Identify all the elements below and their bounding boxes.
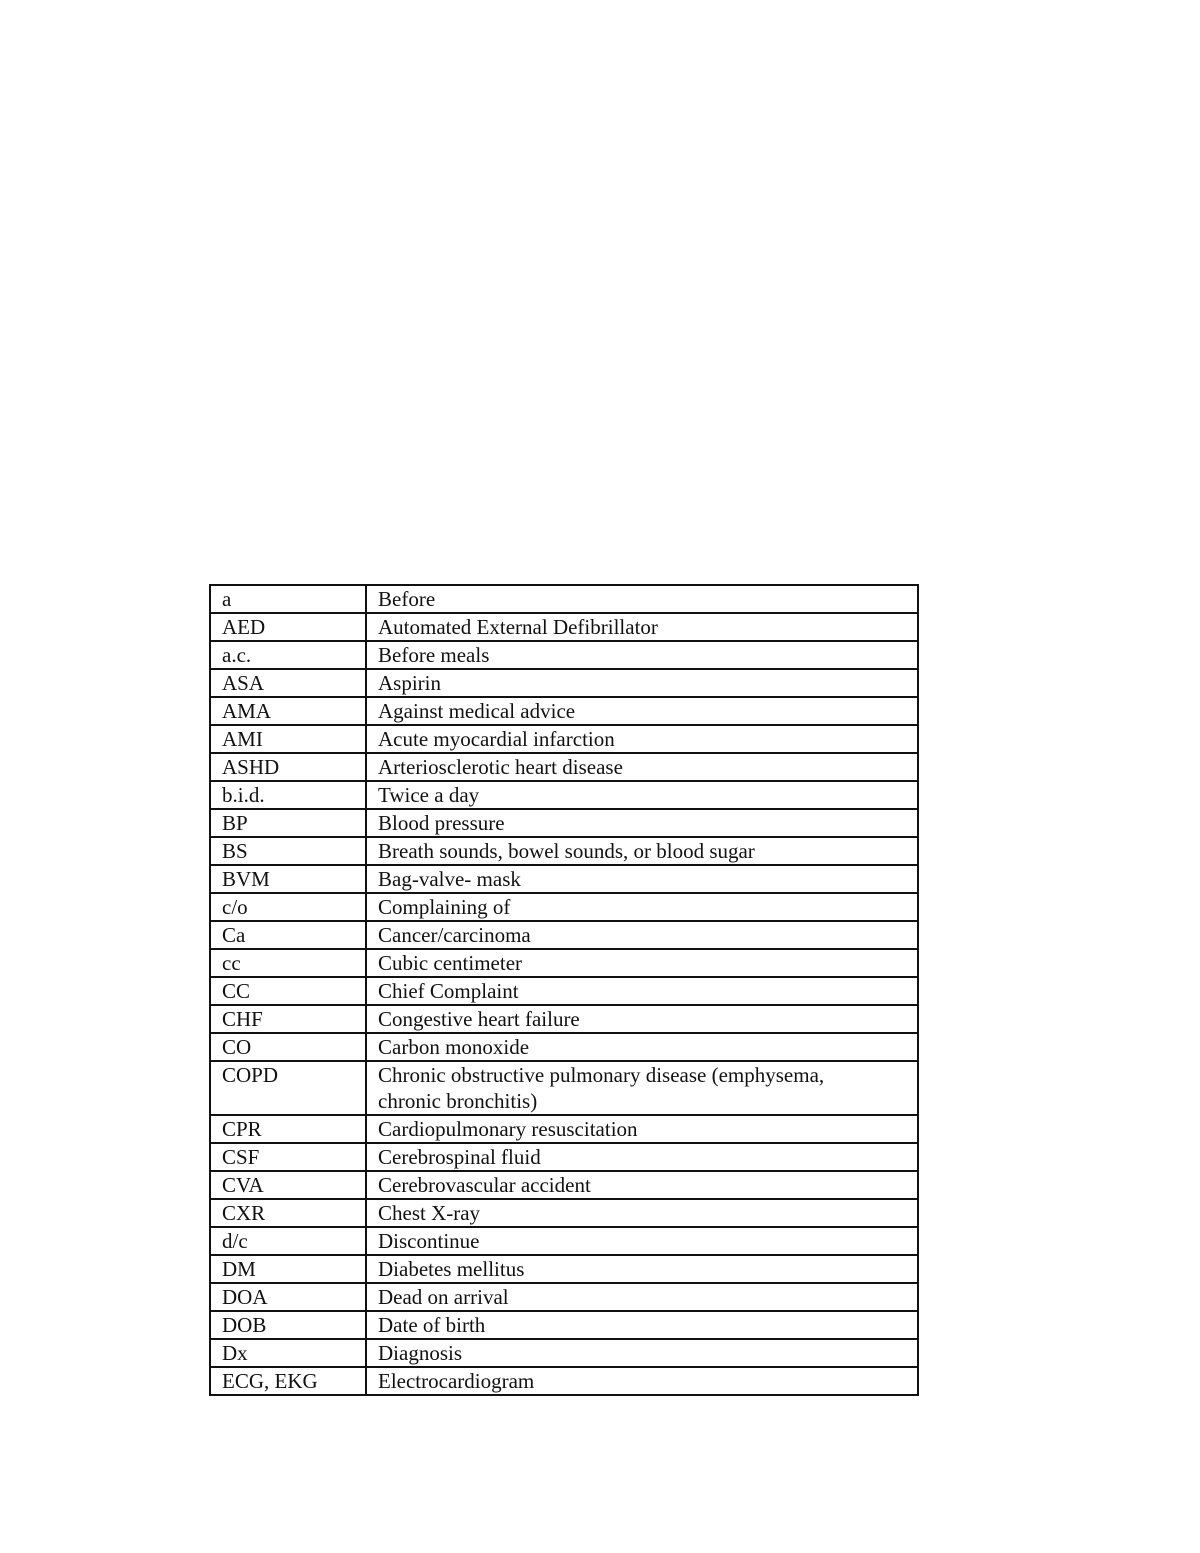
table-row [210, 641, 918, 669]
table-row [210, 1367, 918, 1395]
meaning-cell: Diagnosis [366, 1339, 918, 1367]
abbreviation-cell: ASHD [210, 753, 366, 781]
table-row [210, 1033, 918, 1061]
meaning-cell: Diabetes mellitus [366, 1255, 918, 1283]
abbreviation-cell: DOB [210, 1311, 366, 1339]
table-row [210, 865, 918, 893]
table-row [210, 669, 918, 697]
table-row [210, 837, 918, 865]
meaning-cell: Electrocardiogram [366, 1367, 918, 1395]
meaning-cell: Bag-valve- mask [366, 865, 918, 893]
abbreviation-cell: CSF [210, 1143, 366, 1171]
meaning-cell: Chronic obstructive pulmonary disease (emphysema, chronic bronchitis) [366, 1061, 918, 1115]
abbreviation-cell: ECG, EKG [210, 1367, 366, 1395]
meaning-cell: Cerebrovascular accident [366, 1171, 918, 1199]
table-row [210, 1005, 918, 1033]
meaning-cell: Against medical advice [366, 697, 918, 725]
abbreviation-cell: AMI [210, 725, 366, 753]
meaning-cell: Cardiopulmonary resuscitation [366, 1115, 918, 1143]
abbreviation-cell: BS [210, 837, 366, 865]
abbreviations-table [209, 584, 919, 1396]
table-row [210, 977, 918, 1005]
table-row [210, 921, 918, 949]
meaning-cell: Chest X-ray [366, 1199, 918, 1227]
table-row [210, 697, 918, 725]
abbreviation-cell: AED [210, 613, 366, 641]
table-row [210, 809, 918, 837]
table-row [210, 613, 918, 641]
table-row [210, 1115, 918, 1143]
table-row [210, 585, 918, 613]
table-row [210, 1255, 918, 1283]
abbreviation-cell: Dx [210, 1339, 366, 1367]
meaning-cell: Before [366, 585, 918, 613]
meaning-cell: Cubic centimeter [366, 949, 918, 977]
meaning-cell: Before meals [366, 641, 918, 669]
abbreviation-cell: CC [210, 977, 366, 1005]
abbreviation-cell: ASA [210, 669, 366, 697]
table-row [210, 949, 918, 977]
meaning-cell: Automated External Defibrillator [366, 613, 918, 641]
abbreviation-cell: CHF [210, 1005, 366, 1033]
abbreviation-cell: CPR [210, 1115, 366, 1143]
abbreviation-cell: AMA [210, 697, 366, 725]
table-row [210, 1311, 918, 1339]
abbreviation-cell: DOA [210, 1283, 366, 1311]
abbreviation-cell: CXR [210, 1199, 366, 1227]
abbreviation-cell: a.c. [210, 641, 366, 669]
meaning-cell: Acute myocardial infarction [366, 725, 918, 753]
abbreviation-cell: CVA [210, 1171, 366, 1199]
abbreviations-table-body [210, 585, 918, 1395]
abbreviation-cell: Ca [210, 921, 366, 949]
abbreviation-cell: d/c [210, 1227, 366, 1255]
abbreviation-cell: DM [210, 1255, 366, 1283]
meaning-cell: Breath sounds, bowel sounds, or blood sugar [366, 837, 918, 865]
meaning-cell: Carbon monoxide [366, 1033, 918, 1061]
meaning-cell: Twice a day [366, 781, 918, 809]
meaning-cell: Arteriosclerotic heart disease [366, 753, 918, 781]
table-row [210, 1227, 918, 1255]
table-row [210, 753, 918, 781]
abbreviation-cell: BVM [210, 865, 366, 893]
meaning-cell: Cancer/carcinoma [366, 921, 918, 949]
table-row [210, 725, 918, 753]
meaning-cell: Chief Complaint [366, 977, 918, 1005]
table-row [210, 1143, 918, 1171]
meaning-cell: Cerebrospinal fluid [366, 1143, 918, 1171]
meaning-cell: Dead on arrival [366, 1283, 918, 1311]
meaning-cell: Date of birth [366, 1311, 918, 1339]
meaning-cell: Discontinue [366, 1227, 918, 1255]
abbreviation-cell: COPD [210, 1061, 366, 1115]
table-row [210, 1199, 918, 1227]
abbreviation-cell: cc [210, 949, 366, 977]
abbreviation-cell: a [210, 585, 366, 613]
meaning-cell: Congestive heart failure [366, 1005, 918, 1033]
abbreviation-cell: BP [210, 809, 366, 837]
table-row [210, 1339, 918, 1367]
meaning-cell: Complaining of [366, 893, 918, 921]
abbreviation-cell: b.i.d. [210, 781, 366, 809]
abbreviation-cell: c/o [210, 893, 366, 921]
table-row [210, 781, 918, 809]
table-row [210, 1283, 918, 1311]
table-row [210, 1171, 918, 1199]
abbreviation-cell: CO [210, 1033, 366, 1061]
table-row [210, 893, 918, 921]
meaning-cell: Blood pressure [366, 809, 918, 837]
meaning-cell: Aspirin [366, 669, 918, 697]
table-row [210, 1061, 918, 1115]
